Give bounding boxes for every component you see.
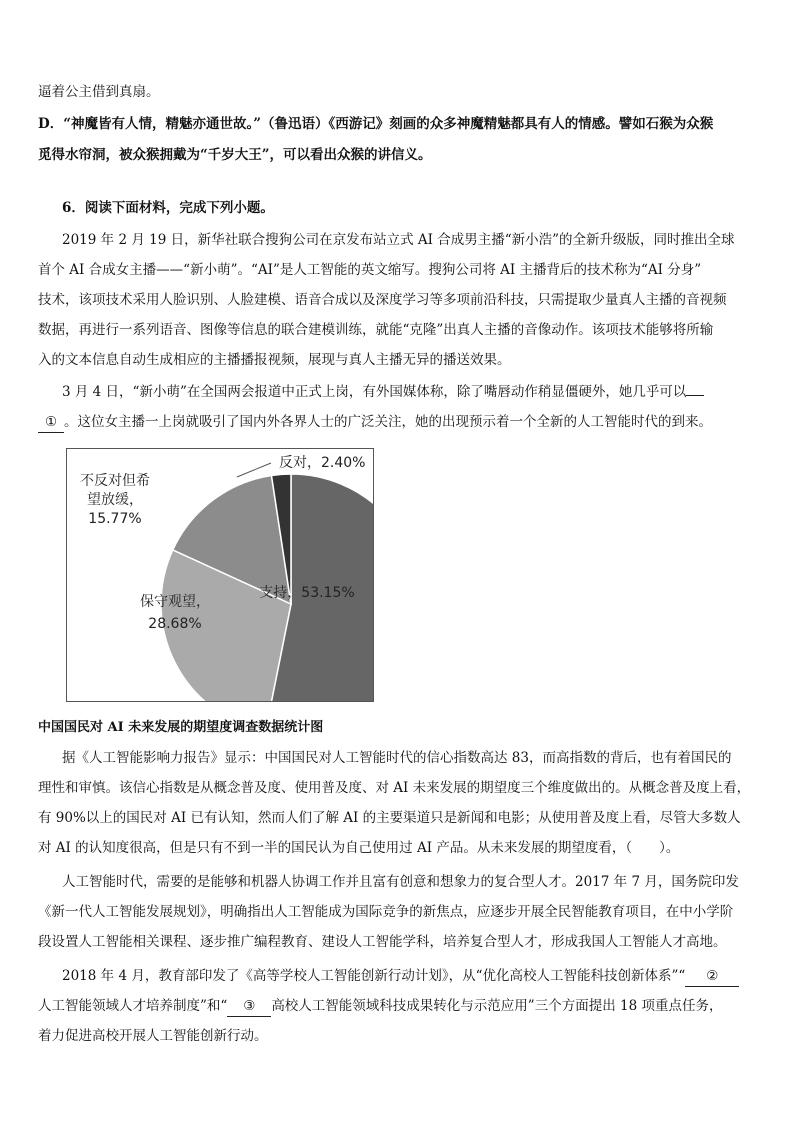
para3-line-3: 有 90%以上的国民对 AI 已有认知，然而人们了解 AI 的主要渠道只是新闻和电影；从使用普及度上看，尽管大多数人 xyxy=(38,810,741,826)
prev-line-1: 逼着公主借到真扇。 xyxy=(38,84,160,100)
para5-line-1 xyxy=(62,966,739,987)
para5-text: 2018 年 4 月，教育部印发了《高等学校人工智能创新行动计划》，从“优化高校人工智能科技创新体系”“ xyxy=(62,968,686,984)
label-support: 支持，53.15% xyxy=(259,585,355,601)
para4-line-1: 人工智能时代，需要的是能够和机器人协调工作并且富有创意和想象力的复合型人才。2017 年 7 月，国务院印发 xyxy=(62,874,739,890)
blank-3[interactable]: ③ xyxy=(227,996,271,1017)
pie-chart xyxy=(66,448,374,702)
para4-line-2: 《新一代人工智能发展规划》，明确指出人工智能成为国际竞争的新焦点，应逐步开展全民智能教育项目，在中小学阶 xyxy=(38,904,734,920)
question-title: 6．阅读下面材料，完成下列小题。 xyxy=(62,200,274,216)
label-slow-down: 不反对但希望放缓， 15.77% xyxy=(80,473,150,527)
para1-line-1: 2019 年 2 月 19 日，新华社联合搜狗公司在京发布站立式 AI 合成男主播“新小浩”的全新升级版，同时推出全球 xyxy=(62,232,735,248)
para1-line-3: 技术，该项技术采用人脸识别、人脸建模、语音合成以及深度学习等多项前沿科技，只需提取少量真人主播的音视频 xyxy=(38,292,727,308)
blank-1[interactable]: ① xyxy=(38,412,64,433)
para5-line-2 xyxy=(38,996,722,1017)
para2-text: 3 月 4 日，“新小萌”在全国两会报道中正式上岗，有外国媒体称，除了嘴唇动作稍显僵硬外，她几乎可以 xyxy=(62,384,687,400)
para4-line-3: 段设置人工智能相关课程、逐步推广编程教育、建设人工智能学科，培养复合型人才，形成我国人工智能人才高地。 xyxy=(38,934,727,950)
para3-line-1: 据《人工智能影响力报告》显示：中国国民对人工智能时代的信心指数高达 83，而高指数的背后，也有着国民的 xyxy=(62,750,732,766)
para3-line-4: 对 AI 的认知度很高，但是只有不到一半的国民认为自己使用过 AI 产品。从未来发展的期望度看，（ ）。 xyxy=(38,840,680,856)
para1-line-4: 数据，再进行一系列语音、图像等信息的联合建模训练，就能“克隆”出真人主播的音像动作。该项技术能够将所输 xyxy=(38,322,714,338)
pie-svg xyxy=(67,449,373,701)
para3-line-2: 理性和审慎。该信心指数是从概念普及度、使用普及度、对 AI 未来发展的期望度三个维度做出的。从概念普及度上看， xyxy=(38,780,751,796)
para2-line-1 xyxy=(62,382,704,402)
para5-text-2b: 高校人工智能领域科技成果转化与示范应用”三个方面提出 18 项重点任务， xyxy=(271,998,723,1014)
para1-line-5: 入的文本信息自动生成相应的主播播报视频，展现与真人主播无异的播送效果。 xyxy=(38,352,511,368)
prev-option-d-line-1: D．“神魔皆有人情，精魅亦通世故。”（鲁迅语）《西游记》刻画的众多神魔精魅都具有人的情感。譬如石猴为众猴 xyxy=(38,116,714,132)
para5-line-3: 着力促进高校开展人工智能创新行动。 xyxy=(38,1028,268,1044)
prev-option-d-line-2: 觅得水帘洞，被众猴拥戴为“千岁大王”，可以看出众猴的讲信义。 xyxy=(38,147,432,163)
leader-line-oppose xyxy=(237,463,271,477)
para2-line-2 xyxy=(38,412,712,433)
para1-line-2: 首个 AI 合成女主播——“新小萌”。“AI”是人工智能的英文缩写。搜狗公司将 AI 主播背后的技术称为“AI 分身” xyxy=(38,262,702,278)
chart-caption: 中国国民对 AI 未来发展的期望度调查数据统计图 xyxy=(38,720,324,735)
label-oppose: 反对，2.40% xyxy=(279,455,366,471)
label-wait-and-see: 保守观望， 28.68% xyxy=(140,594,210,632)
para5-text-2a: 人工智能领域人才培养制度”和“ xyxy=(38,998,228,1014)
para2-text-rest: 。这位女主播一上岗就吸引了国内外各界人士的广泛关注，她的出现预示着一个全新的人工智能时代的到来。 xyxy=(64,414,712,430)
blank-2[interactable]: ② xyxy=(685,966,739,987)
